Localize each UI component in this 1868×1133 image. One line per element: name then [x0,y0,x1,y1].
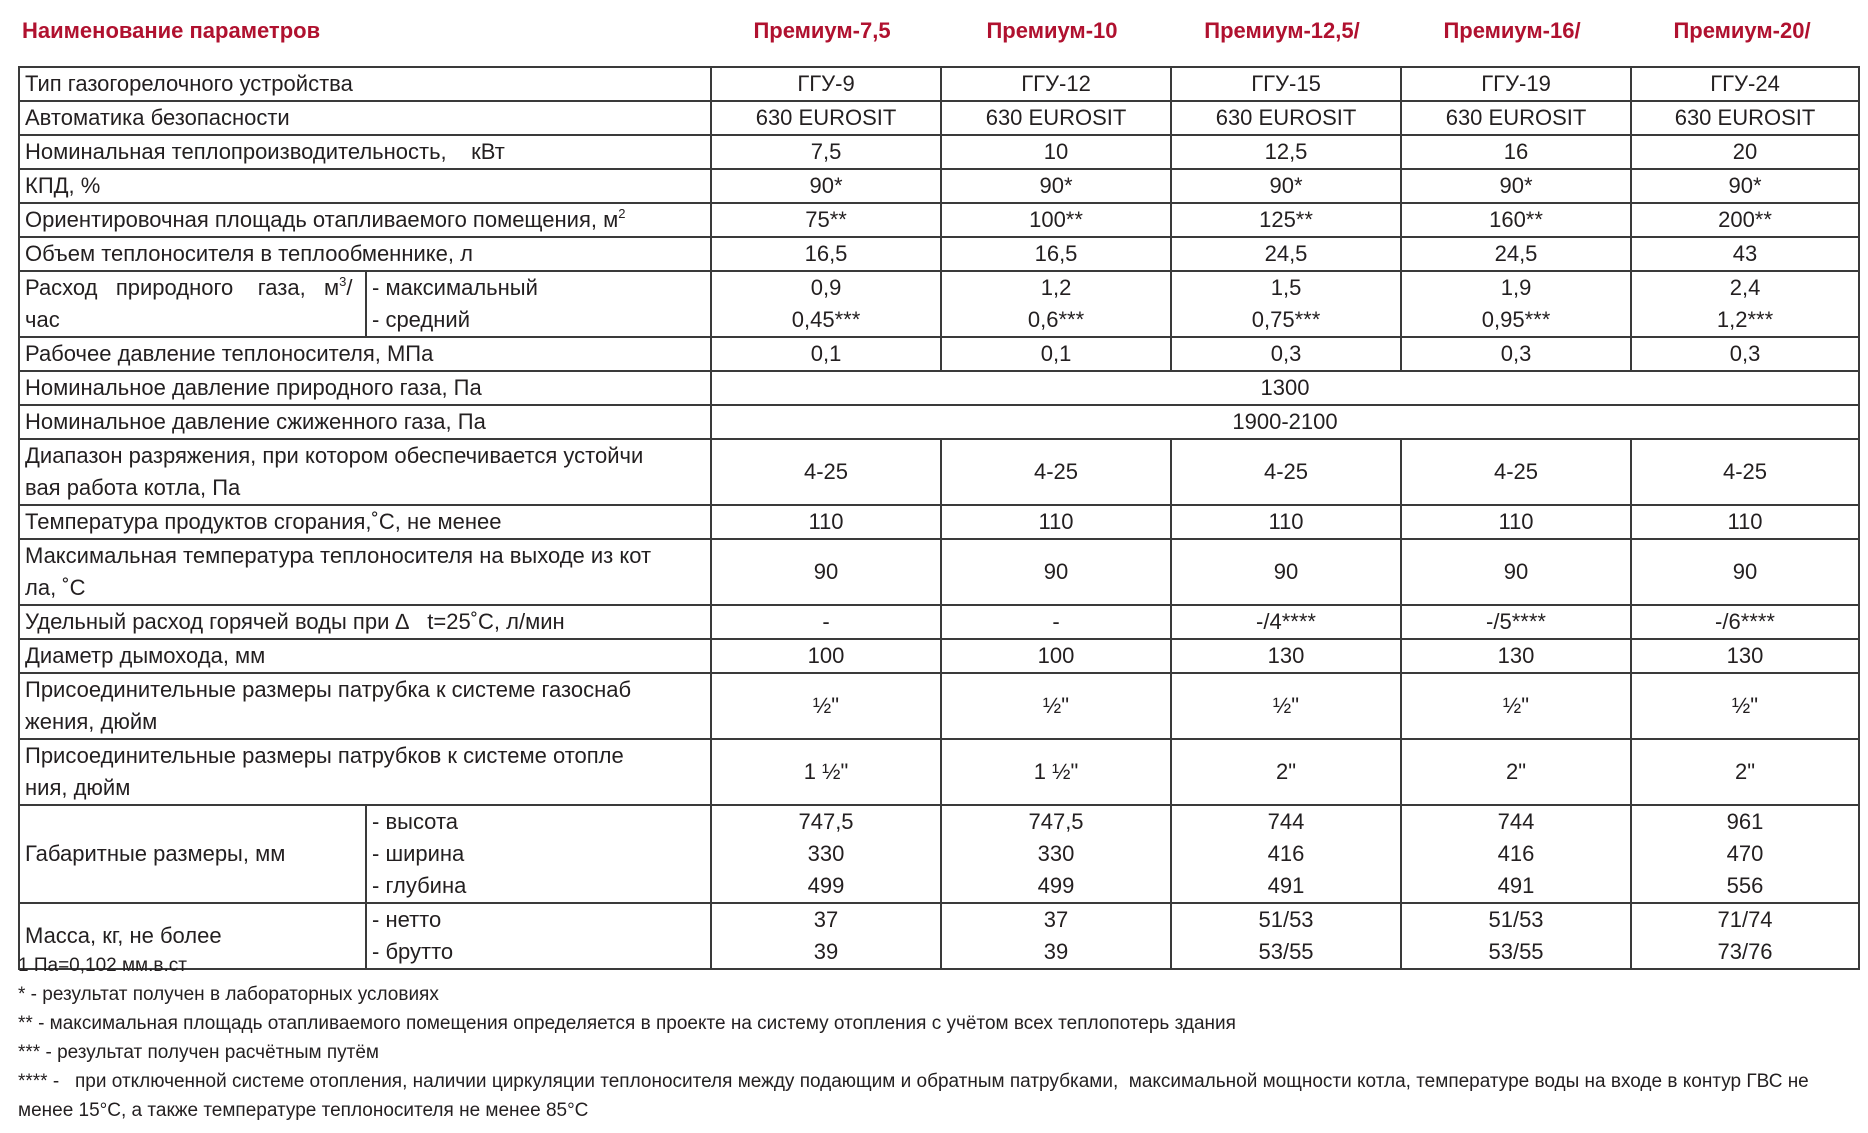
cell: 110 [1171,505,1401,539]
table-row-natural-gas [19,371,1859,405]
row-label: Объем теплоносителя в теплообменнике, л [19,237,711,271]
cell: 12,5 [1171,135,1401,169]
sub-labels [366,271,711,337]
cell: ГГУ-12 [941,67,1171,101]
cell: 90* [941,169,1171,203]
cell-avg: 0,75*** [1251,307,1321,332]
row-label-line2: ния, дюйм [25,775,131,800]
cell-gross: 39 [813,939,839,964]
cell [1631,805,1859,903]
model-title-4: Премиум-16/ [1443,18,1581,43]
cell: 7,5 [711,135,941,169]
cell [1171,805,1401,903]
row-label [19,739,711,805]
table-row-hot-water [19,605,1859,639]
cell-net: 51/53 [1488,907,1544,932]
table-row-flue-temp [19,505,1859,539]
cell-net: 37 [1043,907,1069,932]
model-title-3: Премиум-12,5/ [1204,18,1360,43]
cell-width: 416 [1267,841,1305,866]
table-row-pressure [19,337,1859,371]
cell: 1 ½" [941,739,1171,805]
cell: 24,5 [1171,237,1401,271]
cell: 4-25 [941,439,1171,505]
row-label [19,203,711,237]
row-label: Диаметр дымохода, мм [19,639,711,673]
model-title-2: Премиум-10 [986,18,1118,43]
table-row-heat-pipe [19,739,1859,805]
cell-net: 37 [813,907,839,932]
cell: 100 [941,639,1171,673]
row-label: Габаритные размеры, мм [19,805,366,903]
row-label: Номинальное давление сжиженного газа, Па [19,405,711,439]
cell [711,271,941,337]
cell-gross: 53/55 [1258,939,1314,964]
table-row-liquefied-gas [19,405,1859,439]
cell: 2" [1631,739,1859,805]
sub-label-depth: - глубина [372,873,467,898]
row-label: Тип газогорелочного устройства [19,67,711,101]
superscript: 3 [339,274,347,289]
cell: 16,5 [941,237,1171,271]
cell: 110 [941,505,1171,539]
row-label-text: Расход природного газа, м [25,275,340,300]
cell [941,805,1171,903]
sub-label-width: - ширина [372,841,465,866]
cell: - [941,605,1171,639]
cell: ГГУ-24 [1631,67,1859,101]
cell-width: 416 [1497,841,1535,866]
sub-label-height: - высота [372,809,459,834]
footnote-1: * - результат получен в лабораторных условиях [18,984,439,1005]
cell: 90 [941,539,1171,605]
footnote-4: **** - при отключенной системе отопления, наличии циркуляции теплоносителя между подающим и обратным патрубками, максимальной мощности котла, температуре воды на входе в контур ГВС не менее 15°С, а также температуре теплоносителя не менее 85°С [18,1071,1815,1121]
cell: 75** [711,203,941,237]
cell: 630 EUROSIT [941,101,1171,135]
cell-gross: 73/76 [1717,939,1773,964]
row-label: Автоматика безопасности [19,101,711,135]
row-label: Номинальное давление природного газа, Па [19,371,711,405]
cell: ГГУ-15 [1171,67,1401,101]
cell: 90 [1401,539,1631,605]
cell: 0,3 [1631,337,1859,371]
cell [711,805,941,903]
cell: -/4**** [1171,605,1401,639]
cell: 20 [1631,135,1859,169]
cell-max: 2,4 [1729,275,1761,300]
row-label [19,539,711,605]
cell: 125** [1171,203,1401,237]
cell [1401,805,1631,903]
cell-max: 1,5 [1270,275,1302,300]
cell-max: 1,9 [1500,275,1532,300]
cell: 90* [711,169,941,203]
table-row-chimney [19,639,1859,673]
row-label: Номинальная теплопроизводительность, кВт [19,135,711,169]
cell: ½" [1171,673,1401,739]
cell: 90* [1171,169,1401,203]
sub-label-avg: - средний [372,307,470,332]
model-title-1: Премиум-7,5 [753,18,891,43]
row-label: КПД, % [19,169,711,203]
cell: 110 [1401,505,1631,539]
cell: 130 [1401,639,1631,673]
cell: 130 [1631,639,1859,673]
cell: 110 [1631,505,1859,539]
cell [1171,271,1401,337]
cell-height: 747,5 [798,809,854,834]
cell: 16,5 [711,237,941,271]
cell: 90* [1401,169,1631,203]
cell: 630 EUROSIT [1401,101,1631,135]
cell-height: 961 [1726,809,1764,834]
cell-depth: 499 [807,873,845,898]
footnote-2: ** - максимальная площадь отапливаемого помещения определяется в проекте на систему отопления с учётом всех теплопотерь здания [18,1013,1236,1034]
cell-avg: 0,6*** [1027,307,1085,332]
cell: 4-25 [1401,439,1631,505]
superscript: 2 [618,206,626,221]
cell: 2" [1401,739,1631,805]
cell-width: 330 [807,841,845,866]
table-row-area [19,203,1859,237]
slash: / [346,275,353,300]
row-label-line2: час [25,307,60,332]
model-title-5: Премиум-20/ [1673,18,1811,43]
cell: 200** [1631,203,1859,237]
cell-gross: 53/55 [1488,939,1544,964]
row-label-line1: Диапазон разряжения, при котором обеспечивается устойчи [25,443,644,468]
cell-depth: 491 [1267,873,1305,898]
sub-labels [366,805,711,903]
cell: 630 EUROSIT [1631,101,1859,135]
footnote-3: *** - результат получен расчётным путём [18,1042,379,1063]
cell: 630 EUROSIT [711,101,941,135]
cell: 4-25 [711,439,941,505]
cell-depth: 499 [1037,873,1075,898]
cell-max: 0,9 [810,275,842,300]
cell-net: 71/74 [1717,907,1773,932]
cell [1631,271,1859,337]
cell-net: 51/53 [1258,907,1314,932]
cell: 630 EUROSIT [1171,101,1401,135]
table-row-gas-flow [19,271,1859,337]
cell: 90* [1631,169,1859,203]
cell: - [711,605,941,639]
cell: 16 [1401,135,1631,169]
row-label-line1: Присоединительные размеры патрубка к системе газоснаб [25,677,632,702]
cell: 90 [711,539,941,605]
cell-depth: 556 [1726,873,1764,898]
row-label [19,271,366,337]
cell-merged: 1300 [711,371,1859,405]
cell-height: 744 [1267,809,1305,834]
cell-avg: 1,2*** [1716,307,1774,332]
cell: 4-25 [1631,439,1859,505]
cell: -/5**** [1401,605,1631,639]
table-row-automation [19,101,1859,135]
cell: 90 [1631,539,1859,605]
footnote-pressure-unit: 1 Па=0,102 мм.в.ст [18,955,187,976]
cell: 1 ½" [711,739,941,805]
cell: ½" [1401,673,1631,739]
cell-max: 1,2 [1040,275,1072,300]
cell [941,271,1171,337]
sub-label-max: - максимальный [372,275,538,300]
cell: 90 [1171,539,1401,605]
cell-width: 470 [1726,841,1764,866]
cell: 10 [941,135,1171,169]
row-label-line2: ла, ˚С [25,575,86,600]
row-label-line2: вая работа котла, Па [25,475,241,500]
row-label-line1: Максимальная температура теплоносителя на выходе из кот [25,543,652,568]
table-row-draft [19,439,1859,505]
cell-avg: 0,45*** [791,307,861,332]
table-row-power [19,135,1859,169]
cell-depth: 491 [1497,873,1535,898]
cell: -/6**** [1631,605,1859,639]
cell: 130 [1171,639,1401,673]
row-label-line1: Присоединительные размеры патрубков к системе отопле [25,743,624,768]
footnotes [18,951,1848,1125]
row-label: Температура продуктов сгорания,˚С, не менее [19,505,711,539]
cell-height: 744 [1497,809,1535,834]
cell: 0,1 [711,337,941,371]
table-header [0,0,1868,60]
row-label: Удельный расход горячей воды при ∆ t=25˚С, л/мин [19,605,711,639]
cell: 160** [1401,203,1631,237]
cell [1401,271,1631,337]
sub-label-gross: - брутто [372,939,454,964]
table-row-max-temp [19,539,1859,605]
sub-label-net: - нетто [372,907,442,932]
cell: 4-25 [1171,439,1401,505]
cell: 43 [1631,237,1859,271]
table-row-efficiency [19,169,1859,203]
cell-avg: 0,95*** [1481,307,1551,332]
param-column-title: Наименование параметров [22,18,321,43]
row-label-text: Ориентировочная площадь отапливаемого помещения, м [25,207,619,232]
row-label-line2: жения, дюйм [25,709,158,734]
cell: ГГУ-19 [1401,67,1631,101]
table-row-volume [19,237,1859,271]
cell: ½" [941,673,1171,739]
cell: ½" [711,673,941,739]
cell: 0,1 [941,337,1171,371]
cell: 100 [711,639,941,673]
cell: ГГУ-9 [711,67,941,101]
cell: 2" [1171,739,1401,805]
row-label [19,439,711,505]
cell-width: 330 [1037,841,1075,866]
row-label [19,673,711,739]
row-label: Рабочее давление теплоносителя, МПа [19,337,711,371]
cell: 24,5 [1401,237,1631,271]
cell-merged: 1900-2100 [711,405,1859,439]
cell: 100** [941,203,1171,237]
spec-table [18,66,1860,970]
table-row-dimensions [19,805,1859,903]
cell: 0,3 [1171,337,1401,371]
cell: ½" [1631,673,1859,739]
cell: 0,3 [1401,337,1631,371]
cell-gross: 39 [1043,939,1069,964]
table-row-gas-pipe [19,673,1859,739]
table-row-burner [19,67,1859,101]
cell: 110 [711,505,941,539]
cell-height: 747,5 [1028,809,1084,834]
row-label: Масса, кг, не более [19,903,366,969]
